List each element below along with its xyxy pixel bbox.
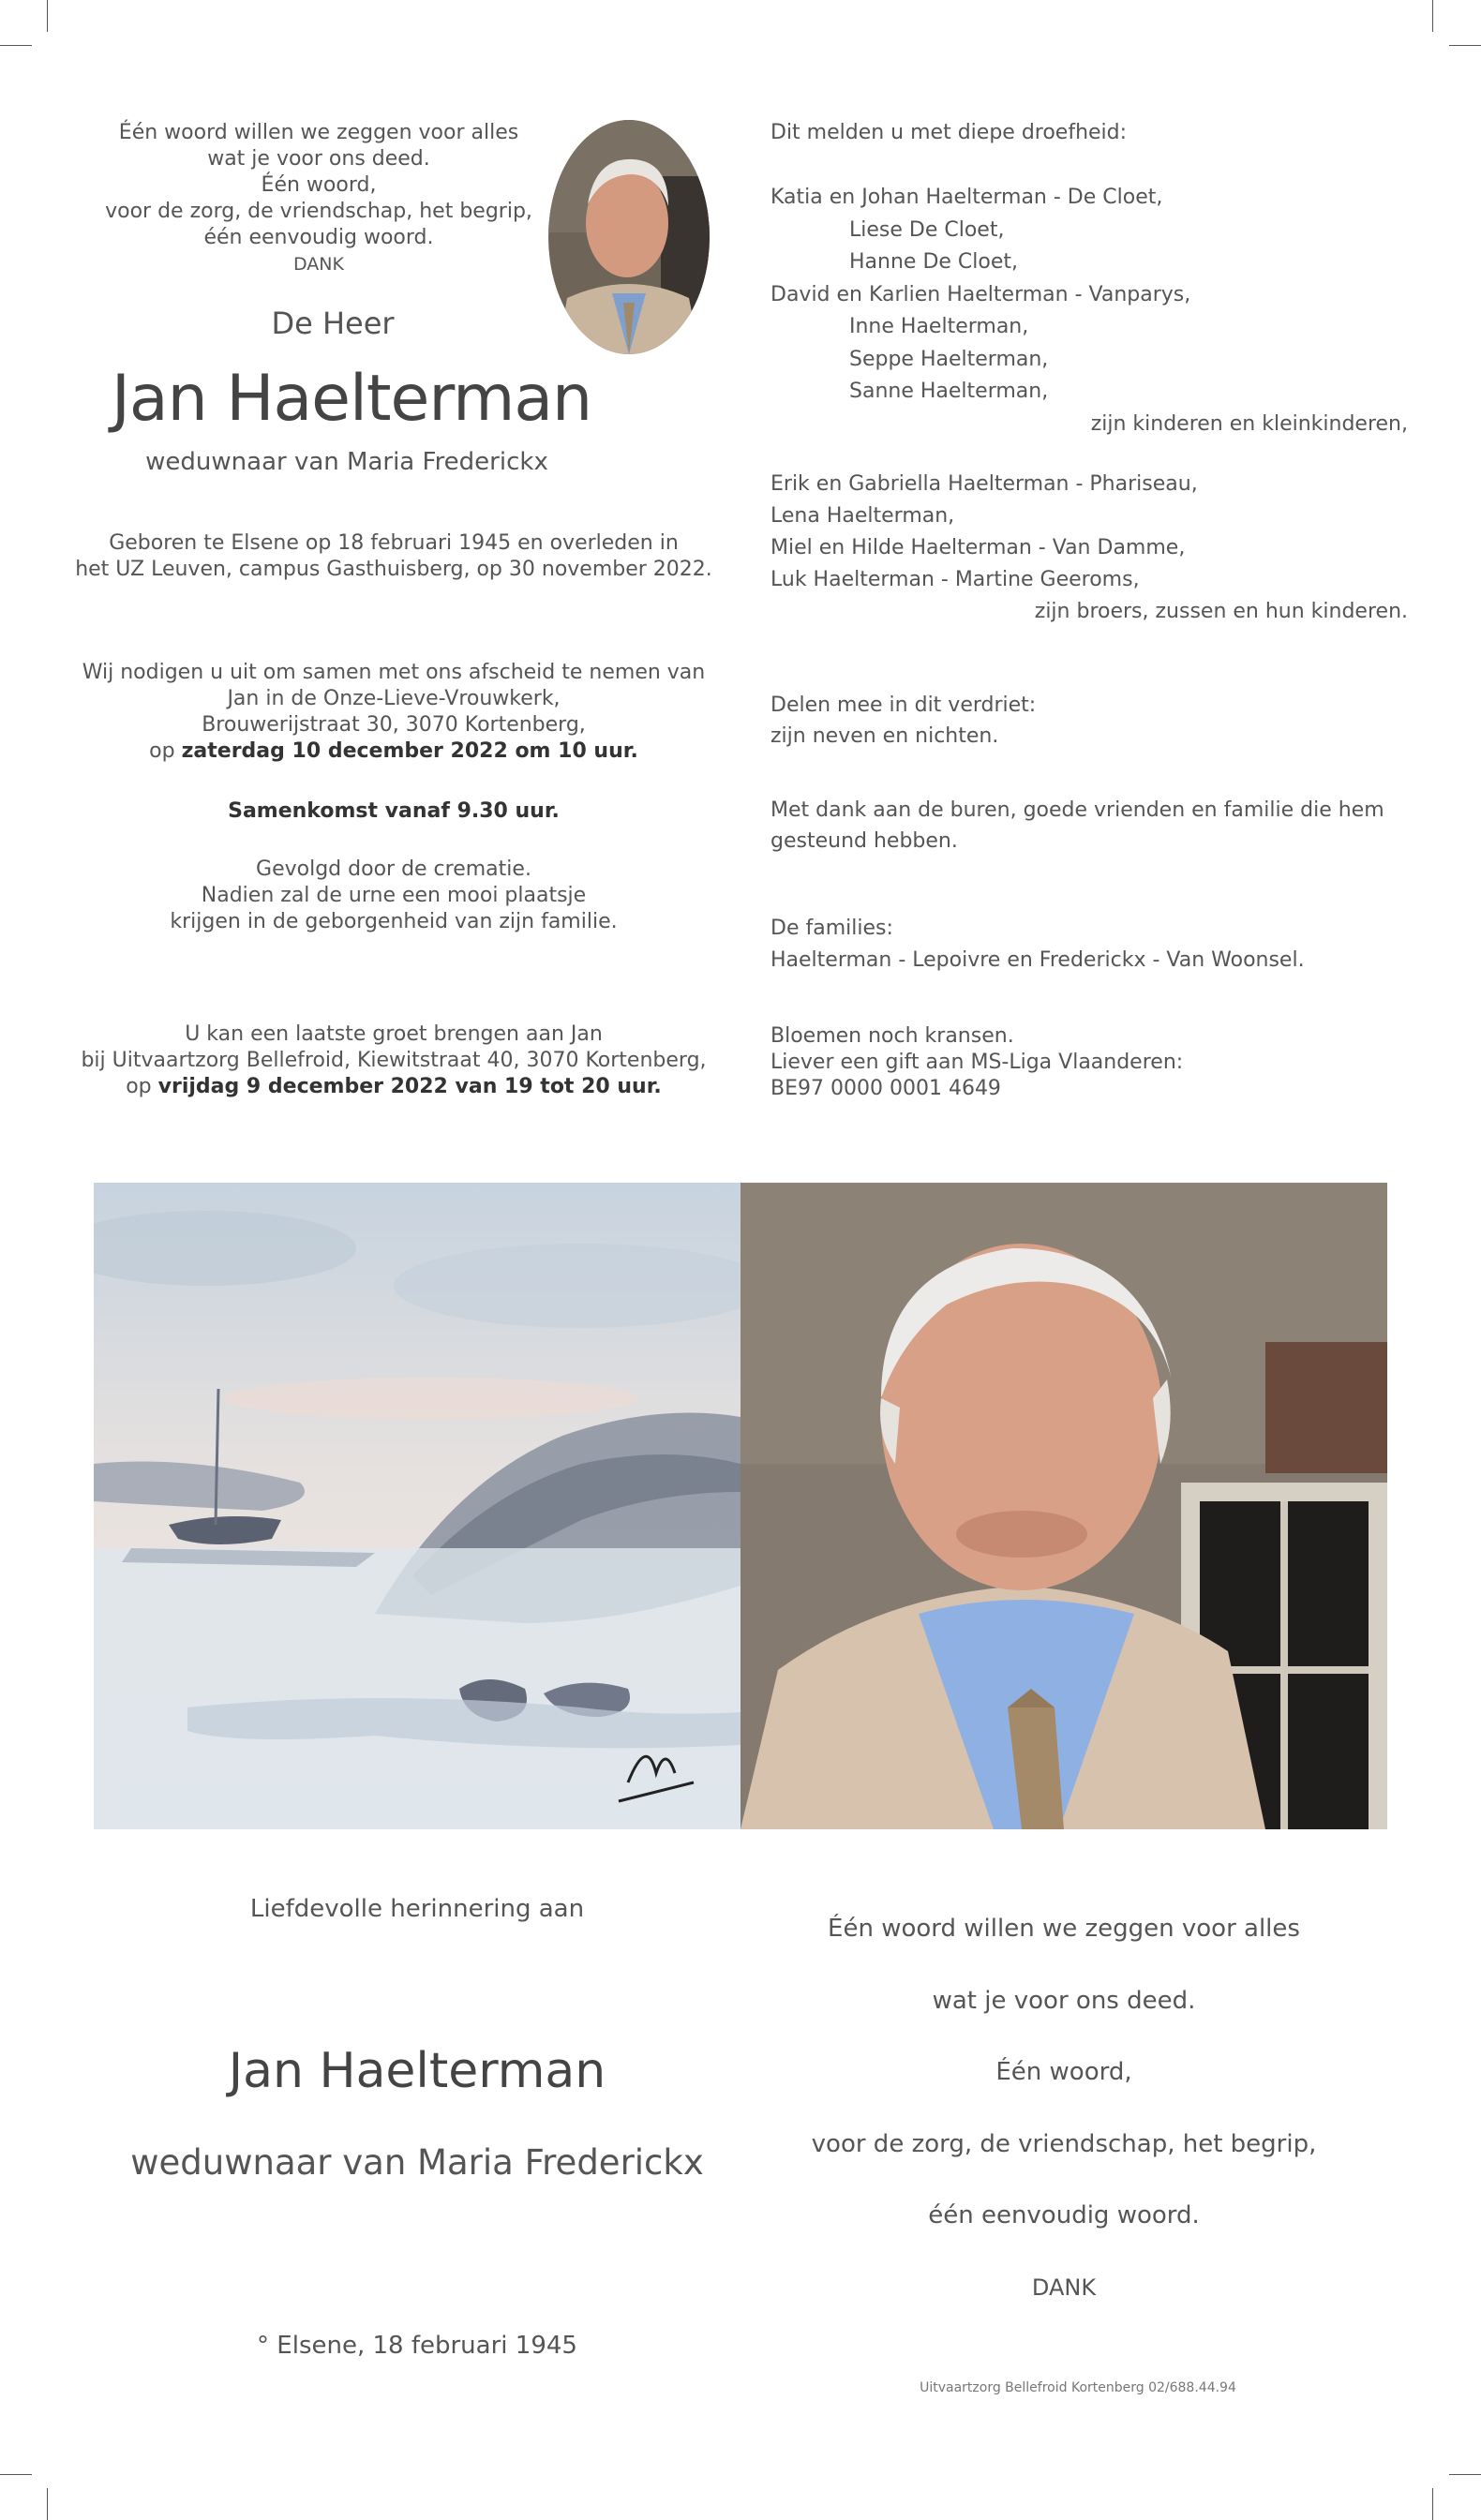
- crop-mark: [1432, 0, 1433, 32]
- deceased-name: Jan Haelterman: [111, 362, 592, 436]
- thanks-text: Met dank aan de buren, goede vrienden en familie die hem gesteund hebben.: [770, 798, 1384, 853]
- list-item: Inne Haelterman,: [849, 315, 1029, 338]
- watercolor-painting: [94, 1183, 740, 1829]
- deceased-portrait-photo: [740, 1183, 1387, 1829]
- funeral-date: zaterdag 10 december 2022 om 10 uur.: [181, 739, 638, 763]
- closing-poem: Één woord willen we zeggen voor alles wat je voor ons deed. Één woord, voor de zorg, de vriendschap, het begrip, één eenvoudig woord. DANK: [811, 1915, 1317, 2301]
- list-item: Erik en Gabriella Haelterman - Phariseau,: [770, 472, 1198, 496]
- share-grief: Delen mee in dit verdriet: zijn neven en nichten.: [770, 693, 1037, 748]
- crop-mark: [1432, 2488, 1433, 2520]
- flowers-text: Bloemen noch kransen. Liever een gift aan MS-Liga Vlaanderen: BE97 0000 0001 4649: [770, 1024, 1184, 1100]
- crop-mark: [0, 45, 32, 46]
- crop-mark: [1449, 45, 1481, 46]
- gathering-time: Samenkomst vanaf 9.30 uur.: [228, 799, 560, 823]
- memorial-widower: weduwnaar van Maria Frederickx: [130, 2142, 704, 2183]
- crop-mark: [47, 0, 48, 32]
- widower-line: weduwnaar van Maria Frederickx: [145, 448, 548, 476]
- list-item: Liese De Cloet,: [849, 217, 1005, 242]
- funeral-invitation: Wij nodigen u uit om samen met ons afscheid te nemen van Jan in de Onze-Lieve-Vrouwkerk, Brouwerijstraat 30, 3070 Kortenberg, op zaterdag 10 december 2022 om 10 uur.: [82, 661, 706, 763]
- families-text: De families: Haelterman - Lepoivre en Frederickx - Van Woonsel.: [770, 917, 1305, 972]
- birth-death-text: Geboren te Elsene op 18 februari 1945 en overleden in het UZ Leuven, campus Gasthuisberg, op 30 november 2022.: [75, 531, 712, 581]
- visitation-text: U kan een laatste groet brengen aan Jan bij Uitvaartzorg Bellefroid, Kiewitstraat 40, 3070 Kortenberg, op vrijdag 9 december 2022 van 19 tot 20 uur.: [81, 1022, 707, 1098]
- list-item: Miel en Hilde Haelterman - Van Damme,: [770, 536, 1186, 559]
- list-item: Katia en Johan Haelterman - De Cloet,: [770, 186, 1163, 209]
- visitation-date: vrijdag 9 december 2022 van 19 tot 20 uur.: [157, 1075, 662, 1098]
- crop-mark: [47, 2488, 48, 2520]
- crop-mark: [1449, 2474, 1481, 2475]
- memorial-name: Jan Haelterman: [228, 2043, 606, 2099]
- deceased-oval-photo: [548, 120, 710, 354]
- list-item: Hanne De Cloet,: [849, 250, 1018, 274]
- opening-poem: Één woord willen we zeggen voor alles wat je voor ons deed. Één woord, voor de zorg, de vriendschap, het begrip, één eenvoudig woord. DANK: [105, 121, 532, 275]
- announcement: Dit melden u met diepe droefheid:: [770, 121, 1128, 144]
- memory-heading: Liefdevolle herinnering aan: [249, 1895, 585, 1923]
- list-item: Seppe Haelterman,: [849, 347, 1049, 371]
- siblings-caption: zijn broers, zussen en hun kinderen.: [1034, 600, 1408, 623]
- funeral-home-footer: Uitvaartzorg Bellefroid Kortenberg 02/688.44.94: [920, 2380, 1236, 2395]
- memorial-birth: ° Elsene, 18 februari 1945: [257, 2332, 577, 2360]
- list-item: Sanne Haelterman,: [849, 380, 1049, 403]
- list-item: Luk Haelterman - Martine Geeroms,: [770, 568, 1140, 591]
- children-caption: zijn kinderen en kleinkinderen,: [1090, 411, 1408, 436]
- salutation: De Heer: [271, 306, 395, 341]
- children-list: [770, 182, 1408, 440]
- crop-mark: [0, 2474, 32, 2475]
- list-item: Lena Haelterman,: [770, 504, 955, 528]
- siblings-list: [770, 469, 1408, 628]
- list-item: David en Karlien Haelterman - Vanparys,: [770, 282, 1191, 306]
- cremation-text: Gevolgd door de crematie. Nadien zal de urne een mooi plaatsje krijgen in de geborgenheid van zijn familie.: [170, 857, 618, 933]
